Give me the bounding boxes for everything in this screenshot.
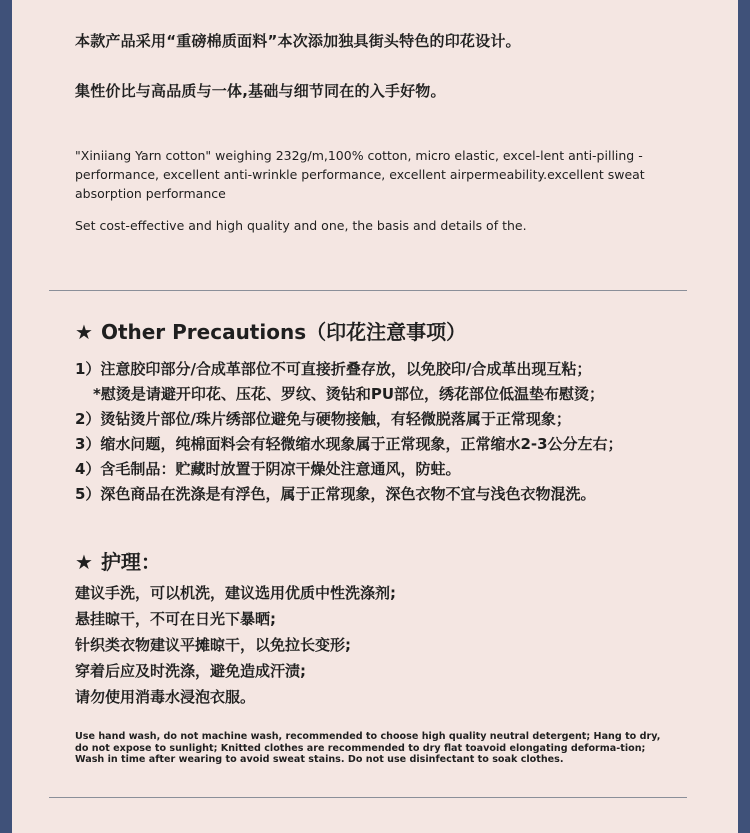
precautions-heading xyxy=(75,316,685,345)
list-item: 5）深色商品在洗涤是有浮色，属于正常现象，深色衣物不宜与浅色衣物混洗。 xyxy=(75,485,596,503)
intro-en-block xyxy=(75,146,675,203)
list-item: 2）烫钻烫片部位/珠片绣部位避免与硬物接触，有轻微脱落属于正常现象； xyxy=(75,410,571,428)
list-item: 1）注意胶印部分/合成革部位不可直接折叠存放，以免胶印/合成革出现互粘； xyxy=(75,360,592,378)
care-heading xyxy=(75,546,685,575)
star-icon: ★ xyxy=(75,320,93,344)
list-item: 悬挂晾干，不可在日光下暴晒; xyxy=(75,610,276,628)
star-icon: ★ xyxy=(75,550,93,574)
list-item: 穿着后应及时洗涤，避免造成汗渍; xyxy=(75,662,307,680)
list-item: 请勿使用消毒水浸泡衣服。 xyxy=(75,688,256,706)
care-en-text: Use hand wash, do not machine wash, recommended to choose high quality neutral detergent; Hang to dry, do not expose to sunlight; Knitted clothes are recommended to dry flat toavoid elongating deforma-tion; Wash in time after wearing to avoid sweat stains. Do not use disinfectant to soak clothes. xyxy=(75,731,661,765)
list-item: 建议手洗，可以机洗，建议选用优质中性洗涤剂; xyxy=(75,584,397,602)
list-item: 针织类衣物建议平摊晾干，以免拉长变形; xyxy=(75,636,352,654)
precautions-title: Other Precautions（印花注意事项） xyxy=(100,320,467,344)
intro-cn-line-2: 集性价比与高品质与一体,基础与细节同在的入手好物。 xyxy=(75,82,446,100)
intro-en-line-1: "Xiniiang Yarn cotton" weighing 232g/m,100% cotton, micro elastic, excel-lent anti-pilling -performance, excellent anti-wrinkle performance, excellent airpermeability.excellent sweat absorption performance xyxy=(75,148,645,201)
care-list xyxy=(75,580,685,710)
list-item: 3）缩水问题，纯棉面料会有轻微缩水现象属于正常现象，正常缩水2-3公分左右； xyxy=(75,435,623,453)
care-title: 护理： xyxy=(100,550,161,574)
divider-top xyxy=(49,290,687,291)
precautions-list xyxy=(75,357,695,507)
intro-section-2 xyxy=(75,80,685,101)
divider-bottom xyxy=(49,797,687,798)
intro-section xyxy=(75,30,685,51)
care-en-block xyxy=(75,731,665,766)
list-item: *慰烫是请避开印花、压花、罗纹、烫钻和PU部位，绣花部位低温垫布慰烫； xyxy=(93,385,605,403)
intro-cn-line-1: 本款产品采用“重磅棉质面料”本次添加独具街头特色的印花设计。 xyxy=(75,32,521,50)
intro-en-block-2 xyxy=(75,216,685,235)
list-item: 4）含毛制品：贮藏时放置于阴凉干燥处注意通风，防蛀。 xyxy=(75,460,461,478)
intro-en-line-2: Set cost-effective and high quality and one, the basis and details of the. xyxy=(75,218,527,233)
